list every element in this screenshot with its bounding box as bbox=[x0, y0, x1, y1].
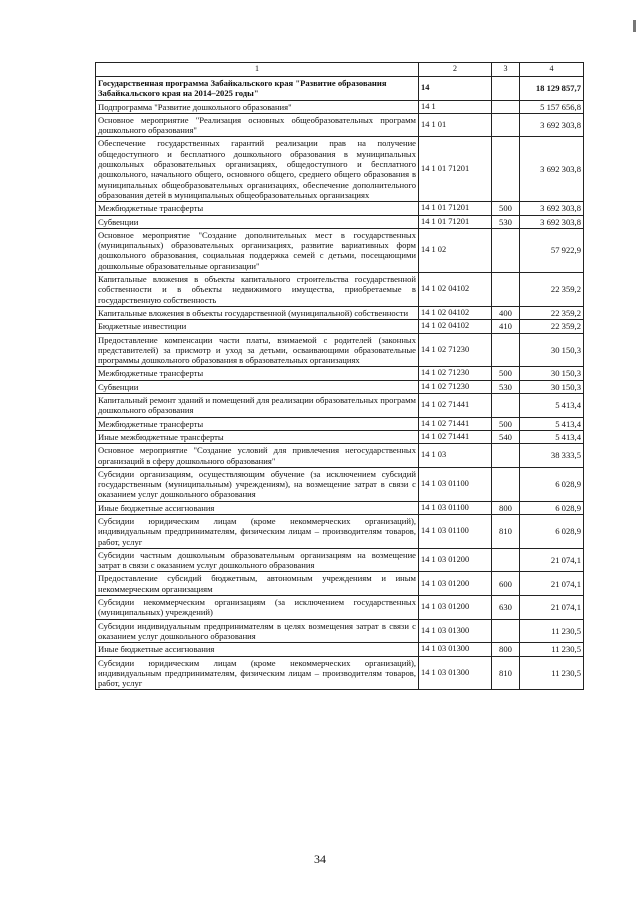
table-row bbox=[96, 643, 584, 656]
row-code-cell: 14 1 02 71441 bbox=[419, 417, 492, 430]
row-amount-cell: 21 074,1 bbox=[520, 596, 584, 620]
table-row bbox=[96, 619, 584, 643]
row-type-cell bbox=[492, 444, 520, 468]
table-row bbox=[96, 444, 584, 468]
row-name-cell: Межбюджетные трансферты bbox=[96, 202, 419, 215]
row-name-cell: Бюджетные инвестиции bbox=[96, 320, 419, 333]
row-name-cell: Предоставление субсидий бюджетным, автономным учреждениям и иным некоммерческим организациям bbox=[96, 572, 419, 596]
row-name-cell: Капитальные вложения в объекты капитального строительства государственной собственности и в объекты недвижимого имущества, приобретаемые в государственную собственность bbox=[96, 273, 419, 307]
row-amount-cell: 22 359,2 bbox=[520, 320, 584, 333]
header-col-4: 4 bbox=[520, 63, 584, 77]
row-code-cell: 14 1 03 01100 bbox=[419, 514, 492, 548]
table-row bbox=[96, 467, 584, 501]
row-amount-cell: 5 413,4 bbox=[520, 430, 584, 443]
row-type-cell bbox=[492, 100, 520, 113]
table-row bbox=[96, 548, 584, 572]
row-code-cell: 14 1 02 04102 bbox=[419, 306, 492, 319]
budget-table bbox=[95, 62, 584, 690]
table-row bbox=[96, 417, 584, 430]
header-col-2: 2 bbox=[419, 63, 492, 77]
table-row bbox=[96, 273, 584, 307]
row-code-cell: 14 1 03 bbox=[419, 444, 492, 468]
row-name-cell: Иные межбюджетные трансферты bbox=[96, 430, 419, 443]
row-name-cell: Основное мероприятие "Создание дополнительных мест в государственных (муниципальных) образовательных организациях, развитие вариативных форм дошкольного образования, социальная поддержка семей с детьми, посещающими дошкольные образовательные организации" bbox=[96, 228, 419, 272]
row-name-cell: Субсидии индивидуальным предпринимателям в целях возмещения затрат в связи с оказанием услуг дошкольного образования bbox=[96, 619, 419, 643]
header-col-3: 3 bbox=[492, 63, 520, 77]
row-name-cell: Предоставление компенсации части платы, взимаемой с родителей (законных представителей) за присмотр и уход за детьми, осваивающими образовательные программы дошкольного образования в образовательных организациях bbox=[96, 333, 419, 367]
row-name-cell: Капитальные вложения в объекты государственной (муниципальной) собственности bbox=[96, 306, 419, 319]
row-type-cell: 600 bbox=[492, 572, 520, 596]
row-code-cell: 14 1 01 71201 bbox=[419, 137, 492, 202]
row-type-cell: 530 bbox=[492, 215, 520, 228]
row-amount-cell: 5 413,4 bbox=[520, 394, 584, 418]
table-row bbox=[96, 202, 584, 215]
row-amount-cell: 3 692 303,8 bbox=[520, 137, 584, 202]
row-type-cell: 630 bbox=[492, 596, 520, 620]
row-type-cell: 500 bbox=[492, 417, 520, 430]
header-col-1: 1 bbox=[96, 63, 419, 77]
row-name-cell: Субсидии некоммерческим организациям (за исключением государственных (муниципальных) учреждений) bbox=[96, 596, 419, 620]
table-row bbox=[96, 320, 584, 333]
row-name-cell: Государственная программа Забайкальского края "Развитие образования Забайкальского края на 2014–2025 годы" bbox=[96, 77, 419, 101]
row-amount-cell: 57 922,9 bbox=[520, 228, 584, 272]
row-code-cell: 14 1 01 71201 bbox=[419, 202, 492, 215]
table-row bbox=[96, 380, 584, 393]
row-type-cell bbox=[492, 273, 520, 307]
table-row bbox=[96, 77, 584, 101]
row-name-cell: Субсидии организациям, осуществляющим обучение (за исключением субсидий государственным (муниципальным) учреждениям), на возмещение затрат в связи с оказанием услуг дошкольного образования bbox=[96, 467, 419, 501]
table-row bbox=[96, 100, 584, 113]
row-type-cell: 410 bbox=[492, 320, 520, 333]
row-code-cell: 14 1 02 71230 bbox=[419, 367, 492, 380]
row-amount-cell: 11 230,5 bbox=[520, 619, 584, 643]
row-code-cell: 14 1 02 04102 bbox=[419, 273, 492, 307]
page-number: 34 bbox=[314, 852, 326, 866]
row-name-cell: Субвенции bbox=[96, 215, 419, 228]
row-type-cell: 800 bbox=[492, 643, 520, 656]
table-row bbox=[96, 394, 584, 418]
row-amount-cell: 21 074,1 bbox=[520, 548, 584, 572]
table-row bbox=[96, 137, 584, 202]
row-code-cell: 14 1 bbox=[419, 100, 492, 113]
row-type-cell bbox=[492, 394, 520, 418]
table-body bbox=[96, 77, 584, 690]
row-type-cell bbox=[492, 333, 520, 367]
row-amount-cell: 22 359,2 bbox=[520, 273, 584, 307]
row-type-cell: 810 bbox=[492, 656, 520, 690]
row-code-cell: 14 1 03 01300 bbox=[419, 619, 492, 643]
row-name-cell: Иные бюджетные ассигнования bbox=[96, 501, 419, 514]
row-type-cell: 530 bbox=[492, 380, 520, 393]
table-row bbox=[96, 572, 584, 596]
row-type-cell bbox=[492, 619, 520, 643]
row-code-cell: 14 bbox=[419, 77, 492, 101]
row-type-cell bbox=[492, 137, 520, 202]
row-amount-cell: 3 692 303,8 bbox=[520, 202, 584, 215]
row-code-cell: 14 1 03 01300 bbox=[419, 656, 492, 690]
row-code-cell: 14 1 03 01100 bbox=[419, 501, 492, 514]
row-name-cell: Основное мероприятие "Создание условий для привлечения негосударственных организаций в сферу дошкольного образования" bbox=[96, 444, 419, 468]
row-name-cell: Субвенции bbox=[96, 380, 419, 393]
row-name-cell: Капитальный ремонт зданий и помещений для реализации образовательных программ дошкольного образования bbox=[96, 394, 419, 418]
table-row bbox=[96, 228, 584, 272]
row-code-cell: 14 1 03 01200 bbox=[419, 548, 492, 572]
row-type-cell bbox=[492, 467, 520, 501]
table-row bbox=[96, 113, 584, 137]
row-name-cell: Подпрограмма "Развитие дошкольного образования" bbox=[96, 100, 419, 113]
row-type-cell bbox=[492, 113, 520, 137]
row-amount-cell: 30 150,3 bbox=[520, 367, 584, 380]
row-name-cell: Субсидии юридическим лицам (кроме некоммерческих организаций), индивидуальным предпринимателям, физическим лицам – производителям товаров, работ, услуг bbox=[96, 514, 419, 548]
header-row bbox=[96, 63, 584, 77]
row-amount-cell: 6 028,9 bbox=[520, 501, 584, 514]
row-code-cell: 14 1 03 01300 bbox=[419, 643, 492, 656]
row-code-cell: 14 1 02 04102 bbox=[419, 320, 492, 333]
table-row bbox=[96, 514, 584, 548]
table-row bbox=[96, 215, 584, 228]
row-amount-cell: 11 230,5 bbox=[520, 643, 584, 656]
row-type-cell: 800 bbox=[492, 501, 520, 514]
row-code-cell: 14 1 03 01200 bbox=[419, 572, 492, 596]
table-row bbox=[96, 367, 584, 380]
row-code-cell: 14 1 03 01200 bbox=[419, 596, 492, 620]
row-amount-cell: 5 413,4 bbox=[520, 417, 584, 430]
row-code-cell: 14 1 02 71441 bbox=[419, 394, 492, 418]
row-amount-cell: 38 333,5 bbox=[520, 444, 584, 468]
row-type-cell: 540 bbox=[492, 430, 520, 443]
row-name-cell: Иные бюджетные ассигнования bbox=[96, 643, 419, 656]
row-type-cell: 500 bbox=[492, 367, 520, 380]
row-code-cell: 14 1 02 bbox=[419, 228, 492, 272]
row-amount-cell: 6 028,9 bbox=[520, 467, 584, 501]
table-row bbox=[96, 501, 584, 514]
row-code-cell: 14 1 01 bbox=[419, 113, 492, 137]
row-type-cell bbox=[492, 548, 520, 572]
table-row bbox=[96, 430, 584, 443]
row-name-cell: Субсидии частным дошкольным образовательным организациям на возмещение затрат в связи с оказанием услуг дошкольного образования bbox=[96, 548, 419, 572]
row-type-cell: 400 bbox=[492, 306, 520, 319]
table-row bbox=[96, 333, 584, 367]
row-name-cell: Субсидии юридическим лицам (кроме некоммерческих организаций), индивидуальным предпринимателям, физическим лицам – производителям товаров, работ, услуг bbox=[96, 656, 419, 690]
row-name-cell: Межбюджетные трансферты bbox=[96, 417, 419, 430]
row-type-cell bbox=[492, 77, 520, 101]
row-code-cell: 14 1 01 71201 bbox=[419, 215, 492, 228]
row-amount-cell: 3 692 303,8 bbox=[520, 113, 584, 137]
row-type-cell: 810 bbox=[492, 514, 520, 548]
row-code-cell: 14 1 02 71230 bbox=[419, 380, 492, 393]
table-row bbox=[96, 306, 584, 319]
row-name-cell: Обеспечение государственных гарантий реализации прав на получение общедоступного и бесплатного дошкольного образования в муниципальных дошкольных образовательных организациях, общедоступного и бесплатного дошкольного, начального общего, основного общего, среднего общего образования в муниципальных общеобразовательных организациях, обеспечение дополнительного образования детей в муниципальных общеобразовательных организациях bbox=[96, 137, 419, 202]
row-code-cell: 14 1 03 01100 bbox=[419, 467, 492, 501]
row-code-cell: 14 1 02 71230 bbox=[419, 333, 492, 367]
row-amount-cell: 18 129 857,7 bbox=[520, 77, 584, 101]
row-amount-cell: 6 028,9 bbox=[520, 514, 584, 548]
table-row bbox=[96, 596, 584, 620]
table-row bbox=[96, 656, 584, 690]
row-amount-cell: 5 157 656,8 bbox=[520, 100, 584, 113]
row-code-cell: 14 1 02 71441 bbox=[419, 430, 492, 443]
row-amount-cell: 3 692 303,8 bbox=[520, 215, 584, 228]
row-type-cell bbox=[492, 228, 520, 272]
row-type-cell: 500 bbox=[492, 202, 520, 215]
row-amount-cell: 30 150,3 bbox=[520, 380, 584, 393]
row-name-cell: Межбюджетные трансферты bbox=[96, 367, 419, 380]
row-amount-cell: 11 230,5 bbox=[520, 656, 584, 690]
row-amount-cell: 30 150,3 bbox=[520, 333, 584, 367]
row-amount-cell: 21 074,1 bbox=[520, 572, 584, 596]
row-amount-cell: 22 359,2 bbox=[520, 306, 584, 319]
row-name-cell: Основное мероприятие "Реализация основных общеобразовательных программ дошкольного образования" bbox=[96, 113, 419, 137]
margin-mark bbox=[633, 20, 636, 32]
